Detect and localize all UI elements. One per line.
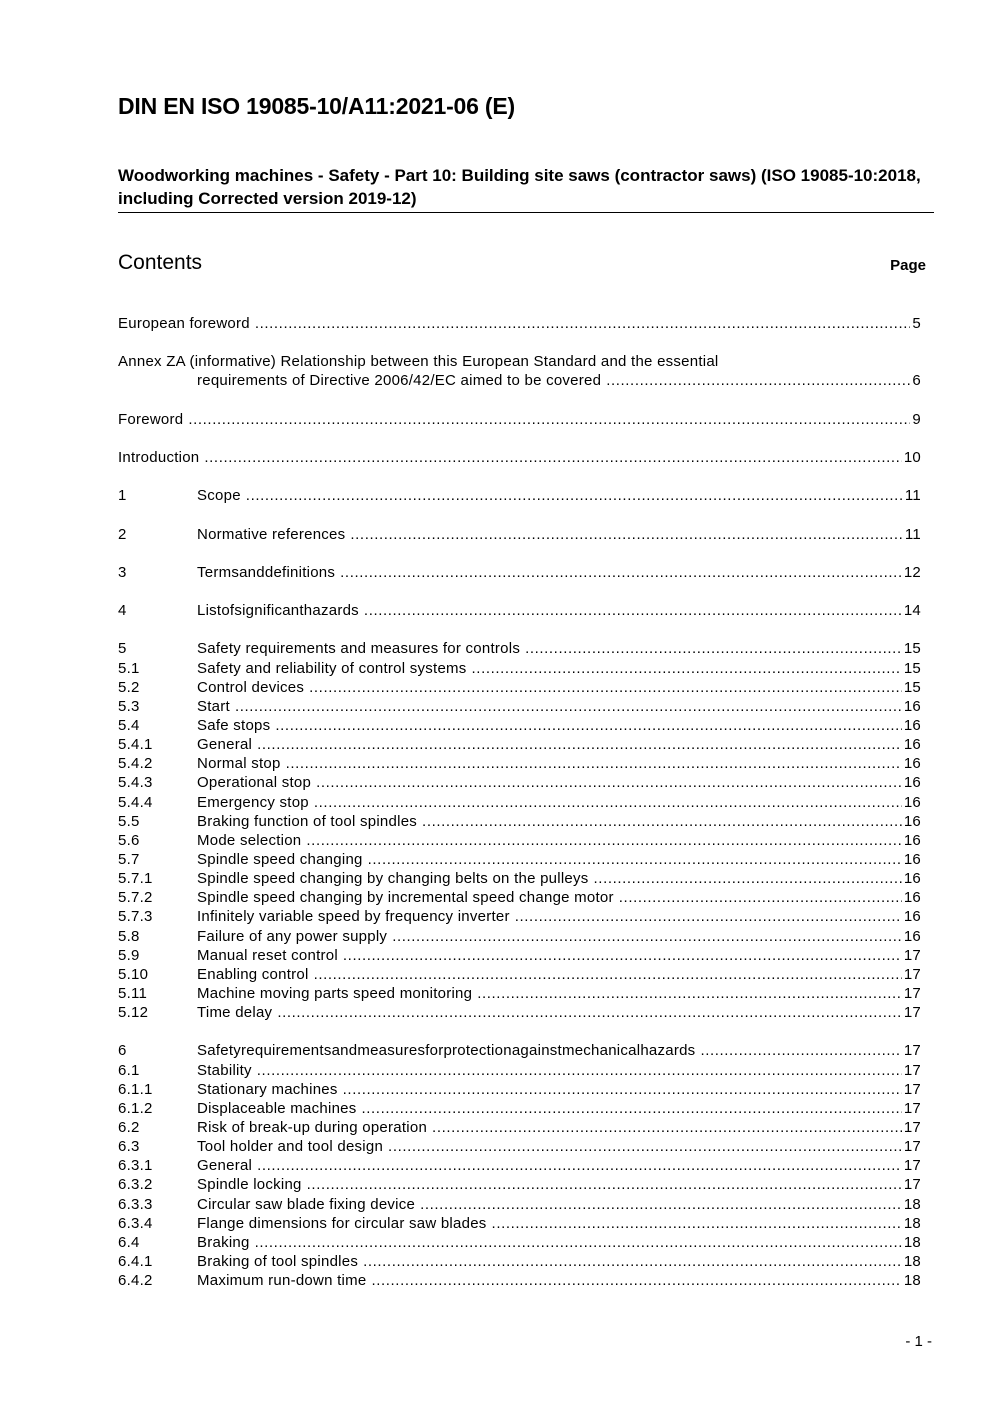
toc-entry-title: Start	[197, 697, 230, 715]
page-column-label: Page	[890, 257, 926, 274]
dot-leader	[286, 754, 902, 773]
table-of-contents	[118, 314, 921, 1290]
toc-entry-number: 6.4.1	[118, 1252, 153, 1270]
dot-leader	[363, 1252, 902, 1271]
dot-leader	[700, 1041, 901, 1060]
dot-leader	[316, 773, 902, 792]
toc-entry-number: 6.3.2	[118, 1176, 153, 1194]
dot-leader	[257, 735, 902, 754]
toc-entry-title: Tool holder and tool design	[197, 1138, 384, 1156]
toc-entry-title: General	[197, 1157, 253, 1175]
toc-entry[interactable]	[118, 1233, 921, 1252]
toc-entry-page: 18	[903, 1214, 921, 1232]
toc-entry-number: 5.5	[118, 812, 140, 830]
dot-leader	[392, 927, 902, 946]
toc-entry-page: 5	[912, 315, 921, 332]
dot-leader	[619, 888, 902, 907]
toc-entry[interactable]	[118, 946, 921, 965]
toc-entry-title: Mode selection	[197, 831, 302, 849]
dot-leader	[257, 1156, 902, 1175]
toc-entry-title: Risk of break-up during operation	[197, 1118, 428, 1136]
toc-entry-page: 15	[903, 640, 921, 658]
toc-entry-title: Flange dimensions for circular saw blades	[197, 1214, 487, 1232]
dot-leader	[477, 984, 902, 1003]
toc-entry-page: 17	[903, 946, 921, 964]
dot-leader	[364, 601, 902, 620]
toc-entry[interactable]	[118, 1175, 921, 1194]
toc-entry[interactable]	[118, 831, 921, 850]
toc-entry-number: 6	[118, 1042, 127, 1060]
toc-entry-number: 5.4.4	[118, 793, 153, 811]
toc-entry-title: Listofsignificanthazards	[197, 602, 359, 620]
dot-leader	[371, 1271, 901, 1290]
toc-entry-number: 6.3.3	[118, 1195, 153, 1213]
toc-entry-title: Failure of any power supply	[197, 927, 388, 945]
toc-entry-page: 17	[903, 1118, 921, 1136]
toc-entry-number: 5.10	[118, 965, 149, 983]
toc-entry-page: 16	[903, 774, 921, 792]
dot-leader	[309, 678, 902, 697]
toc-entry-number: 5.11	[118, 984, 148, 1002]
toc-entry-title: Spindle speed changing by incremental speed change motor	[197, 889, 614, 907]
toc-entry[interactable]	[118, 525, 921, 544]
dot-leader	[314, 793, 902, 812]
toc-entry-number: 5	[118, 640, 127, 658]
toc-entry-number: 6.1	[118, 1061, 140, 1079]
toc-entry-title: European foreword	[118, 315, 250, 332]
toc-entry[interactable]	[118, 1041, 921, 1060]
footer-page-number: - 1 -	[905, 1333, 932, 1350]
toc-entry-page: 17	[903, 1004, 921, 1022]
toc-entry-title: Operational stop	[197, 774, 312, 792]
dot-leader	[492, 1214, 902, 1233]
toc-entry-page: 17	[903, 965, 921, 983]
dot-leader	[343, 1080, 902, 1099]
toc-entry[interactable]	[118, 1118, 921, 1137]
toc-entry-page: 18	[903, 1233, 921, 1251]
dot-leader	[307, 1175, 902, 1194]
toc-entry-number: 5.4	[118, 716, 140, 734]
toc-entry[interactable]	[118, 965, 921, 984]
toc-entry-title: Stationary machines	[197, 1080, 338, 1098]
dot-leader	[388, 1137, 902, 1156]
toc-entry[interactable]	[118, 754, 921, 773]
toc-entry-number: 5.12	[118, 1004, 149, 1022]
toc-entry-number: 6.1.1	[118, 1080, 153, 1098]
toc-entry[interactable]	[118, 1137, 921, 1156]
dot-leader	[362, 1099, 902, 1118]
toc-entry-title: Termsanddefinitions	[197, 563, 336, 581]
contents-heading: Contents	[118, 251, 203, 274]
toc-entry[interactable]	[118, 1214, 921, 1233]
toc-entry-page: 16	[903, 736, 921, 754]
toc-entry-page: 17	[903, 1157, 921, 1175]
toc-entry-title: Normal stop	[197, 755, 281, 773]
toc-entry-title: Safety requirements and measures for controls	[197, 640, 521, 658]
dot-leader	[368, 850, 902, 869]
dot-leader	[472, 659, 902, 678]
document-title: DIN EN ISO 19085-10/A11:2021-06 (E)	[118, 93, 515, 119]
toc-entry-number: 5.6	[118, 831, 140, 849]
toc-entry-page: 17	[903, 1138, 921, 1156]
toc-entry-number: 5.7.1	[118, 870, 153, 888]
toc-entry-title: Circular saw blade fixing device	[197, 1195, 416, 1213]
toc-entry-number: 5.3	[118, 697, 140, 715]
toc-entry[interactable]	[118, 1156, 921, 1175]
dot-leader	[606, 371, 910, 390]
toc-entry-page: 16	[903, 793, 921, 811]
toc-entry[interactable]	[118, 314, 921, 333]
toc-entry-page: 16	[903, 927, 921, 945]
toc-entry-title: Spindle speed changing	[197, 850, 363, 868]
toc-entry[interactable]	[118, 563, 921, 582]
toc-entry-number: 5.7	[118, 850, 140, 868]
toc-entry[interactable]	[118, 1003, 921, 1022]
toc-entry[interactable]	[118, 888, 921, 907]
toc-entry-title: Spindle speed changing by changing belts on the pulleys	[197, 870, 589, 888]
toc-entry-number: 5.7.3	[118, 908, 153, 926]
toc-entry-number: 2	[118, 525, 127, 543]
toc-entry-title: Manual reset control	[197, 946, 338, 964]
toc-entry[interactable]	[118, 1080, 921, 1099]
dot-leader	[255, 1233, 902, 1252]
toc-entry[interactable]	[118, 793, 921, 812]
toc-entry-title: Safety and reliability of control systems	[197, 659, 467, 677]
toc-entry-number: 5.4.2	[118, 755, 153, 773]
toc-entry[interactable]	[118, 448, 921, 467]
toc-entry[interactable]	[118, 1195, 921, 1214]
toc-entry[interactable]	[118, 869, 921, 888]
dot-leader	[277, 1003, 902, 1022]
toc-entry-page: 18	[903, 1252, 921, 1270]
toc-entry-title: Maximum run-down time	[197, 1272, 367, 1290]
toc-entry-title: Time delay	[197, 1004, 273, 1022]
toc-entry-number: 3	[118, 563, 127, 581]
toc-entry-title: Braking	[197, 1233, 250, 1251]
toc-entry-title: Introduction	[118, 449, 200, 467]
dot-leader	[422, 812, 902, 831]
dot-leader	[594, 869, 902, 888]
toc-entry[interactable]	[118, 984, 921, 1003]
toc-entry-number: 5.4.3	[118, 774, 153, 792]
toc-entry-page: 15	[903, 678, 921, 696]
dot-leader	[188, 410, 910, 429]
toc-entry-number: 6.3.4	[118, 1214, 153, 1232]
toc-entry-page: 11	[904, 487, 921, 505]
toc-entry-page: 16	[903, 812, 921, 830]
toc-entry-number: 6.4.2	[118, 1272, 153, 1290]
toc-entry-title: Annex ZA (informative) Relationship between this European Standard and the essential	[118, 353, 719, 371]
dot-leader	[235, 697, 902, 716]
dot-leader	[306, 831, 901, 850]
toc-entry-page: 16	[903, 831, 921, 849]
toc-entry-page: 17	[903, 984, 921, 1002]
toc-entry[interactable]	[118, 697, 921, 716]
toc-entry-page: 9	[912, 410, 921, 428]
toc-entry[interactable]	[118, 486, 921, 505]
toc-entry-number: 5.4.1	[118, 736, 153, 754]
toc-entry-title: Control devices	[197, 678, 305, 696]
toc-entry-number: 6.2	[118, 1118, 140, 1136]
toc-entry-title: Safetyrequirementsandmeasuresforprotectionagainstmechanicalhazards	[197, 1042, 696, 1060]
toc-entry-page: 11	[904, 525, 921, 543]
toc-entry-page: 6	[912, 372, 921, 390]
toc-entry-title: Enabling control	[197, 965, 309, 983]
toc-entry-number: 5.2	[118, 678, 140, 696]
toc-entry[interactable]	[118, 1252, 921, 1271]
toc-entry[interactable]	[118, 773, 921, 792]
toc-entry[interactable]	[118, 678, 921, 697]
toc-entry[interactable]	[118, 907, 921, 926]
toc-entry-page: 17	[903, 1176, 921, 1194]
toc-entry-number: 6.3	[118, 1138, 140, 1156]
toc-entry-page: 16	[903, 755, 921, 773]
toc-entry-title: Stability	[197, 1061, 252, 1079]
toc-entry-title: Normative references	[197, 525, 346, 543]
toc-entry-number: 6.3.1	[118, 1157, 153, 1175]
toc-entry-title: Spindle locking	[197, 1176, 302, 1194]
toc-entry-page: 17	[903, 1080, 921, 1098]
toc-entry-title-continued: requirements of Directive 2006/42/EC aimed to be covered	[197, 372, 602, 390]
toc-entry-page: 16	[903, 908, 921, 926]
toc-entry[interactable]	[118, 850, 921, 869]
toc-entry-page: 17	[903, 1099, 921, 1117]
toc-entry-page: 12	[903, 563, 921, 581]
dot-leader	[525, 639, 902, 658]
toc-entry-number: 4	[118, 602, 127, 620]
toc-entry-title: Braking function of tool spindles	[197, 812, 418, 830]
toc-entry[interactable]	[118, 927, 921, 946]
dot-leader	[340, 563, 902, 582]
toc-entry-title: Displaceable machines	[197, 1099, 357, 1117]
toc-entry-page: 17	[903, 1042, 921, 1060]
toc-entry[interactable]	[118, 639, 921, 658]
toc-entry-title: Machine moving parts speed monitoring	[197, 984, 473, 1002]
toc-entry-page: 16	[903, 870, 921, 888]
toc-entry-page: 17	[903, 1061, 921, 1079]
toc-entry-number: 5.9	[118, 946, 140, 964]
toc-entry[interactable]	[118, 410, 921, 429]
dot-leader	[255, 314, 911, 333]
toc-entry-title: Emergency stop	[197, 793, 309, 811]
toc-entry[interactable]	[118, 352, 921, 390]
toc-entry-number: 5.1	[118, 659, 140, 677]
toc-entry-title: Scope	[197, 487, 241, 505]
toc-entry[interactable]	[118, 1061, 921, 1080]
toc-entry-title: Infinitely variable speed by frequency inverter	[197, 908, 510, 926]
toc-entry-number: 6.4	[118, 1233, 140, 1251]
toc-entry[interactable]	[118, 716, 921, 735]
toc-entry-page: 16	[903, 850, 921, 868]
dot-leader	[204, 448, 901, 467]
dot-leader	[515, 907, 902, 926]
toc-entry-page: 16	[903, 889, 921, 907]
toc-entry-page: 18	[903, 1195, 921, 1213]
dot-leader	[257, 1061, 902, 1080]
toc-entry-title: General	[197, 736, 253, 754]
dot-leader	[432, 1118, 902, 1137]
dot-leader	[420, 1195, 902, 1214]
dot-leader	[246, 486, 903, 505]
toc-entry-title: Foreword	[118, 410, 184, 428]
toc-entry-title: Safe stops	[197, 716, 271, 734]
toc-entry-page: 16	[903, 697, 921, 715]
toc-entry-page: 18	[903, 1272, 921, 1290]
toc-entry[interactable]	[118, 1271, 921, 1290]
toc-entry[interactable]	[118, 659, 921, 678]
toc-entry-page: 15	[903, 659, 921, 677]
toc-entry-number: 1	[118, 487, 127, 505]
toc-entry[interactable]	[118, 812, 921, 831]
toc-entry-number: 5.8	[118, 927, 140, 945]
dot-leader	[275, 716, 901, 735]
dot-leader	[343, 946, 902, 965]
toc-entry-title: Braking of tool spindles	[197, 1252, 359, 1270]
dot-leader	[314, 965, 902, 984]
toc-entry-page: 16	[903, 716, 921, 734]
toc-entry-number: 6.1.2	[118, 1099, 153, 1117]
toc-entry[interactable]	[118, 601, 921, 620]
document-subtitle: Woodworking machines - Safety - Part 10: Building site saws (contractor saws) (ISO 19085-10:2018, including Corrected version 2019-12)	[118, 164, 934, 213]
dot-leader	[350, 525, 903, 544]
toc-entry-number: 5.7.2	[118, 889, 153, 907]
toc-entry-page: 14	[903, 602, 921, 620]
toc-entry[interactable]	[118, 1099, 921, 1118]
toc-entry-page: 10	[903, 449, 921, 467]
toc-entry[interactable]	[118, 735, 921, 754]
